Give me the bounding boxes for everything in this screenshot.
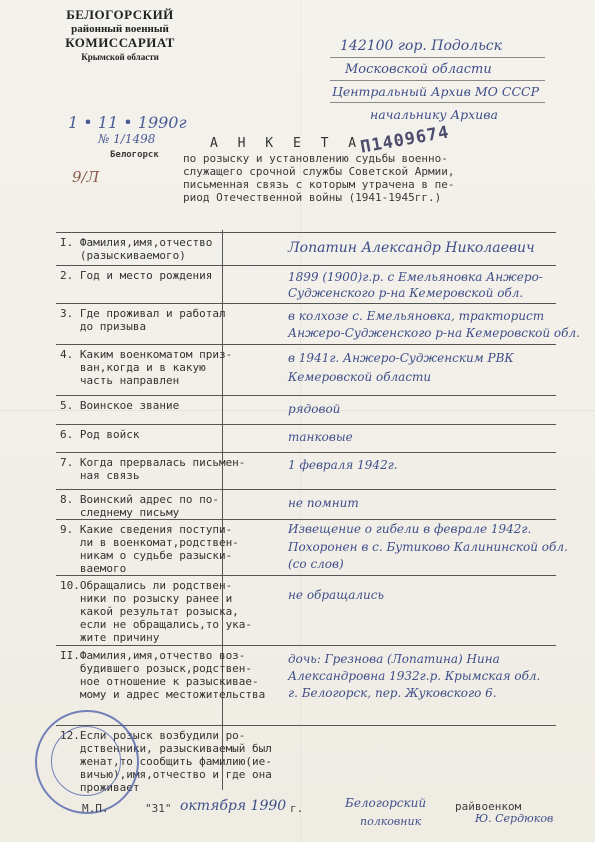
question-label: 10.Обращались ли родствен- ники по розыску ранее и какой результат розыска, если не обращались,то ука- жите причину: [60, 579, 253, 644]
answer-text: дочь: Грезнова (Лопатина) Нина: [288, 652, 500, 666]
answer-text: не обращались: [288, 588, 384, 602]
row-divider: [56, 489, 556, 490]
answer-text: танковые: [288, 430, 353, 444]
question-label: 12.Если розыск возбудили ро- дственники, разыскиваемый был женат,то сообщить фамилию(ие- вичью),имя,отчество и где она проживает: [60, 729, 272, 794]
row-divider: [56, 344, 556, 345]
address-line-4: начальнику Архива: [370, 107, 498, 122]
question-label: 8. Воинский адрес по по- следнему письму: [60, 493, 219, 519]
description-line-1: по розыску и установлению судьбы военно-: [183, 152, 448, 165]
stamp-number: № 1/1498: [98, 132, 156, 146]
margin-note: 9/Л: [72, 168, 100, 186]
commissariat-stamp: [40, 8, 200, 64]
registration-number: П1409674: [358, 122, 451, 158]
answer-text: г. Белогорск, пер. Жуковского 6.: [288, 686, 497, 700]
question-label: 4. Каким военкоматом приз- ван,когда и в какую часть направлен: [60, 348, 233, 387]
answer-text: Похоронен в с. Бутиково Калининской обл.: [288, 540, 568, 554]
answer-text: Кемеровской области: [288, 370, 432, 384]
row-divider: [56, 265, 556, 266]
address-line-3: Центральный Архив МО СССР: [332, 84, 539, 99]
question-label: 5. Воинское звание: [60, 399, 180, 412]
footer-year-suffix: г.: [290, 802, 304, 815]
row-divider: [56, 725, 556, 726]
footer-mp: М.П.: [82, 802, 109, 815]
row-divider: [56, 395, 556, 396]
row-divider: [56, 645, 556, 646]
answer-text: не помнит: [288, 496, 359, 510]
answer-text: Лопатин Александр Николаевич: [288, 240, 535, 256]
address-underline-2: [330, 80, 545, 81]
row-divider: [56, 232, 556, 233]
round-seal: [35, 710, 139, 814]
address-line-2: Московской области: [345, 62, 492, 77]
address-underline-3: [330, 102, 545, 103]
answer-text: (со слов): [288, 557, 344, 571]
stamp-line-2: районный военный: [71, 23, 169, 35]
description-line-3: письменная связь с которым утрачена в пе-: [183, 178, 455, 191]
footer-day: "31": [145, 802, 172, 815]
footer-month: октября 1990: [180, 798, 287, 814]
answer-text: Судженского р-на Кемеровской обл.: [288, 286, 524, 300]
footer-org: райвоенком: [455, 800, 522, 813]
answer-text: Анжеро-Судженского р-на Кемеровской обл.: [288, 326, 580, 340]
answer-text: 1 февраля 1942г.: [288, 458, 398, 472]
footer-place: Белогорский: [345, 796, 427, 810]
answer-text: в колхозе с. Емельяновка, тракторист: [288, 309, 545, 323]
row-divider: [56, 424, 556, 425]
answer-text: 1899 (1900)г.р. с Емельяновка Анжеро-: [288, 270, 543, 284]
stamp-line-3: КОМИССАРИАТ: [65, 35, 175, 50]
row-divider: [56, 519, 556, 520]
row-divider: [56, 575, 556, 576]
footer-signature: Ю. Сердюков: [475, 812, 554, 825]
answer-text: в 1941г. Анжеро-Судженским РВК: [288, 351, 514, 365]
stamp-city: Белогорск: [110, 150, 159, 160]
question-label: I. Фамилия,имя,отчество (разыскиваемого): [60, 236, 213, 262]
description-line-4: риод Отечественной войны (1941-1945гг.): [183, 191, 442, 204]
answer-text: Александровна 1932г.р. Крымская обл.: [288, 669, 541, 683]
answer-text: Извещение о гибели в феврале 1942г.: [288, 522, 532, 536]
answer-text: рядовой: [288, 402, 341, 416]
fold-line-vertical: [300, 0, 301, 842]
row-divider: [56, 452, 556, 453]
question-label: II.Фамилия,имя,отчество воз- будившего розыск,родствен- ное отношение к разыскивае- мому и адрес местожительства: [60, 649, 266, 701]
question-label: 3. Где проживал и работал до призыва: [60, 307, 226, 333]
description-line-2: служащего срочной службы Советской Армии,: [183, 165, 455, 178]
stamp-line-4: Крымской области: [81, 52, 159, 62]
stamp-line-1: БЕЛОГОРСКИЙ: [66, 7, 174, 22]
question-label: 9. Какие сведения поступи- ли в военкомат,родствен- никам о судьбе разыски- ваемого: [60, 523, 239, 575]
form-title: А Н К Е Т А: [210, 136, 363, 151]
row-divider: [56, 303, 556, 304]
address-underline-1: [330, 57, 545, 58]
question-label: 6. Род войск: [60, 428, 140, 441]
stamp-date: 1 • 11 • 1990г: [68, 113, 187, 132]
footer-role: полковник: [360, 815, 422, 828]
question-label: 7. Когда прервалась письмен- ная связь: [60, 456, 246, 482]
address-line-1: 142100 гор. Подольск: [340, 38, 502, 54]
question-label: 2. Год и место рождения: [60, 269, 213, 282]
